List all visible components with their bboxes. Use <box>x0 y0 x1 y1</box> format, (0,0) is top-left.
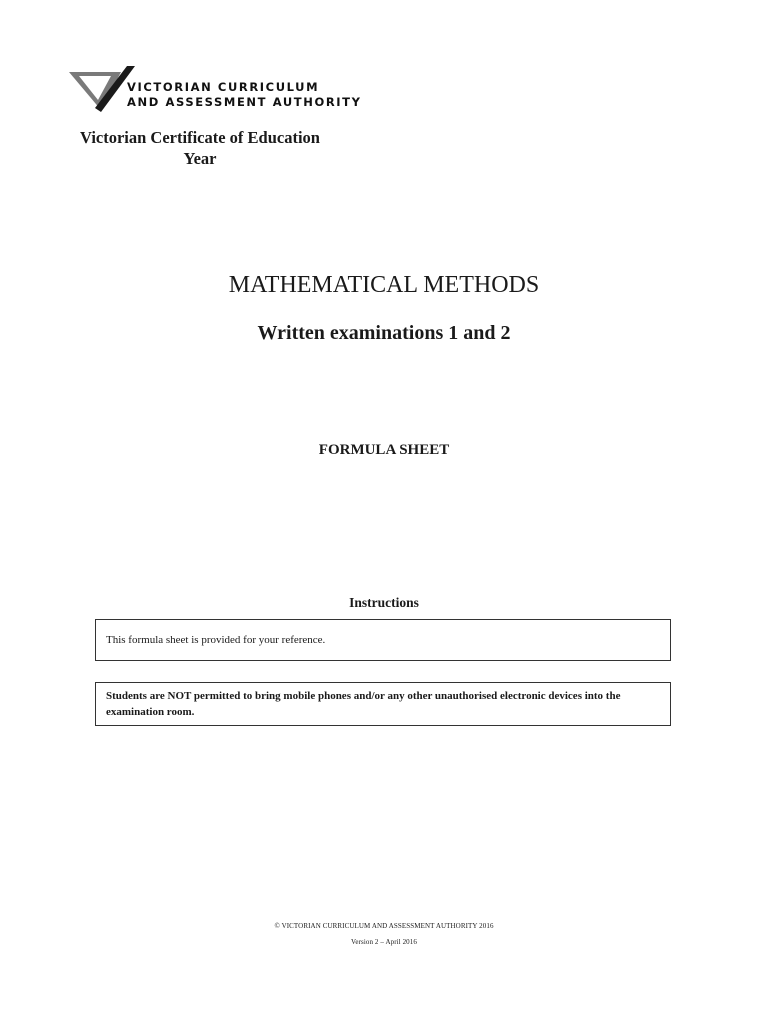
logo-line-1: VICTORIAN CURRICULUM <box>127 80 320 94</box>
instruction-box-reference: This formula sheet is provided for your reference. <box>95 619 671 661</box>
certificate-heading <box>60 127 340 169</box>
copyright-notice: © VICTORIAN CURRICULUM AND ASSESSMENT AUTHORITY 2016 <box>274 922 494 930</box>
instruction-box-devices: Students are NOT permitted to bring mobile phones and/or any other unauthorised electronic devices into the examination room. <box>95 682 671 726</box>
page-subtitle: Written examinations 1 and 2 <box>257 322 511 344</box>
version-notice: Version 2 – April 2016 <box>351 938 417 946</box>
logo-line-2: AND ASSESSMENT AUTHORITY <box>127 95 362 109</box>
certificate-title: Victorian Certificate of Education <box>80 128 320 147</box>
instructions-heading: Instructions <box>349 595 419 610</box>
page-title: MATHEMATICAL METHODS <box>228 272 540 298</box>
year-label: Year <box>183 149 217 168</box>
vcaa-logo <box>69 66 362 114</box>
sheet-label: FORMULA SHEET <box>318 442 450 458</box>
logo-text <box>127 80 362 110</box>
